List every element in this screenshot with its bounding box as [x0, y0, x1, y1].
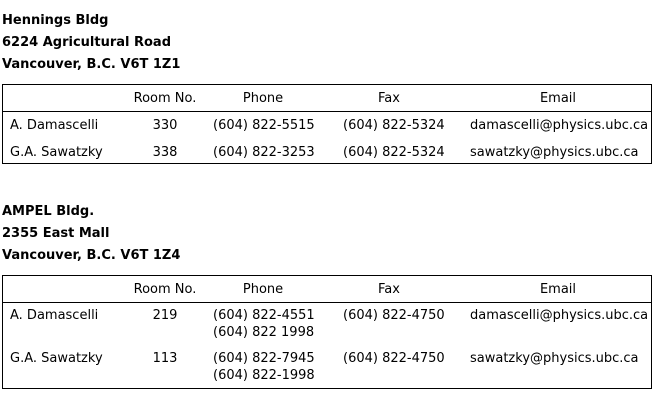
column-header-phone: Phone: [242, 282, 284, 297]
room-number: 330: [152, 118, 178, 133]
room-number: 219: [152, 308, 178, 323]
phone-number-secondary: (604) 822 1998: [213, 325, 315, 340]
phone-number: (604) 822-4551: [213, 308, 315, 323]
column-header-phone: Phone: [242, 91, 284, 106]
room-number: 338: [152, 145, 178, 160]
email-address[interactable]: damascelli@physics.ubc.ca: [470, 308, 649, 323]
table-row: [3, 302, 651, 346]
fax-number: (604) 822-5324: [343, 145, 445, 160]
table-row: [3, 346, 651, 390]
person-name: G.A. Sawatzky: [10, 351, 103, 366]
email-address[interactable]: damascelli@physics.ubc.ca: [470, 118, 649, 133]
address-line-building: AMPEL Bldg.: [2, 204, 95, 219]
address-line-street: 6224 Agricultural Road: [2, 35, 172, 50]
column-header-fax: Fax: [378, 91, 400, 106]
person-name: A. Damascelli: [10, 308, 99, 323]
address-line-city: Vancouver, B.C. V6T 1Z1: [2, 57, 181, 72]
table-row: [3, 138, 651, 165]
person-name: G.A. Sawatzky: [10, 145, 103, 160]
table-header-row: [3, 276, 651, 302]
phone-number: (604) 822-5515: [213, 118, 315, 133]
fax-number: (604) 822-4750: [343, 308, 445, 323]
address-line-building: Hennings Bldg: [2, 13, 109, 28]
column-header-fax: Fax: [378, 282, 400, 297]
email-address[interactable]: sawatzky@physics.ubc.ca: [470, 351, 639, 366]
phone-number-secondary: (604) 822-1998: [213, 368, 315, 383]
address-line-city: Vancouver, B.C. V6T 1Z4: [2, 248, 181, 263]
phone-number: (604) 822-3253: [213, 145, 315, 160]
column-header-room: Room No.: [133, 282, 197, 297]
fax-number: (604) 822-5324: [343, 118, 445, 133]
address-block-ampel: [2, 201, 180, 267]
person-name: A. Damascelli: [10, 118, 99, 133]
email-address[interactable]: sawatzky@physics.ubc.ca: [470, 145, 639, 160]
table-row: [3, 111, 651, 138]
column-header-room: Room No.: [133, 91, 197, 106]
fax-number: (604) 822-4750: [343, 351, 445, 366]
contact-table-hennings: [2, 84, 652, 164]
column-header-email: Email: [539, 282, 577, 297]
phone-number: (604) 822-7945: [213, 351, 315, 366]
contact-table-ampel: [2, 275, 652, 389]
column-header-email: Email: [539, 91, 577, 106]
table-header-row: [3, 85, 651, 111]
address-block-hennings: [2, 10, 180, 76]
room-number: 113: [152, 351, 178, 366]
address-line-street: 2355 East Mall: [2, 226, 110, 241]
